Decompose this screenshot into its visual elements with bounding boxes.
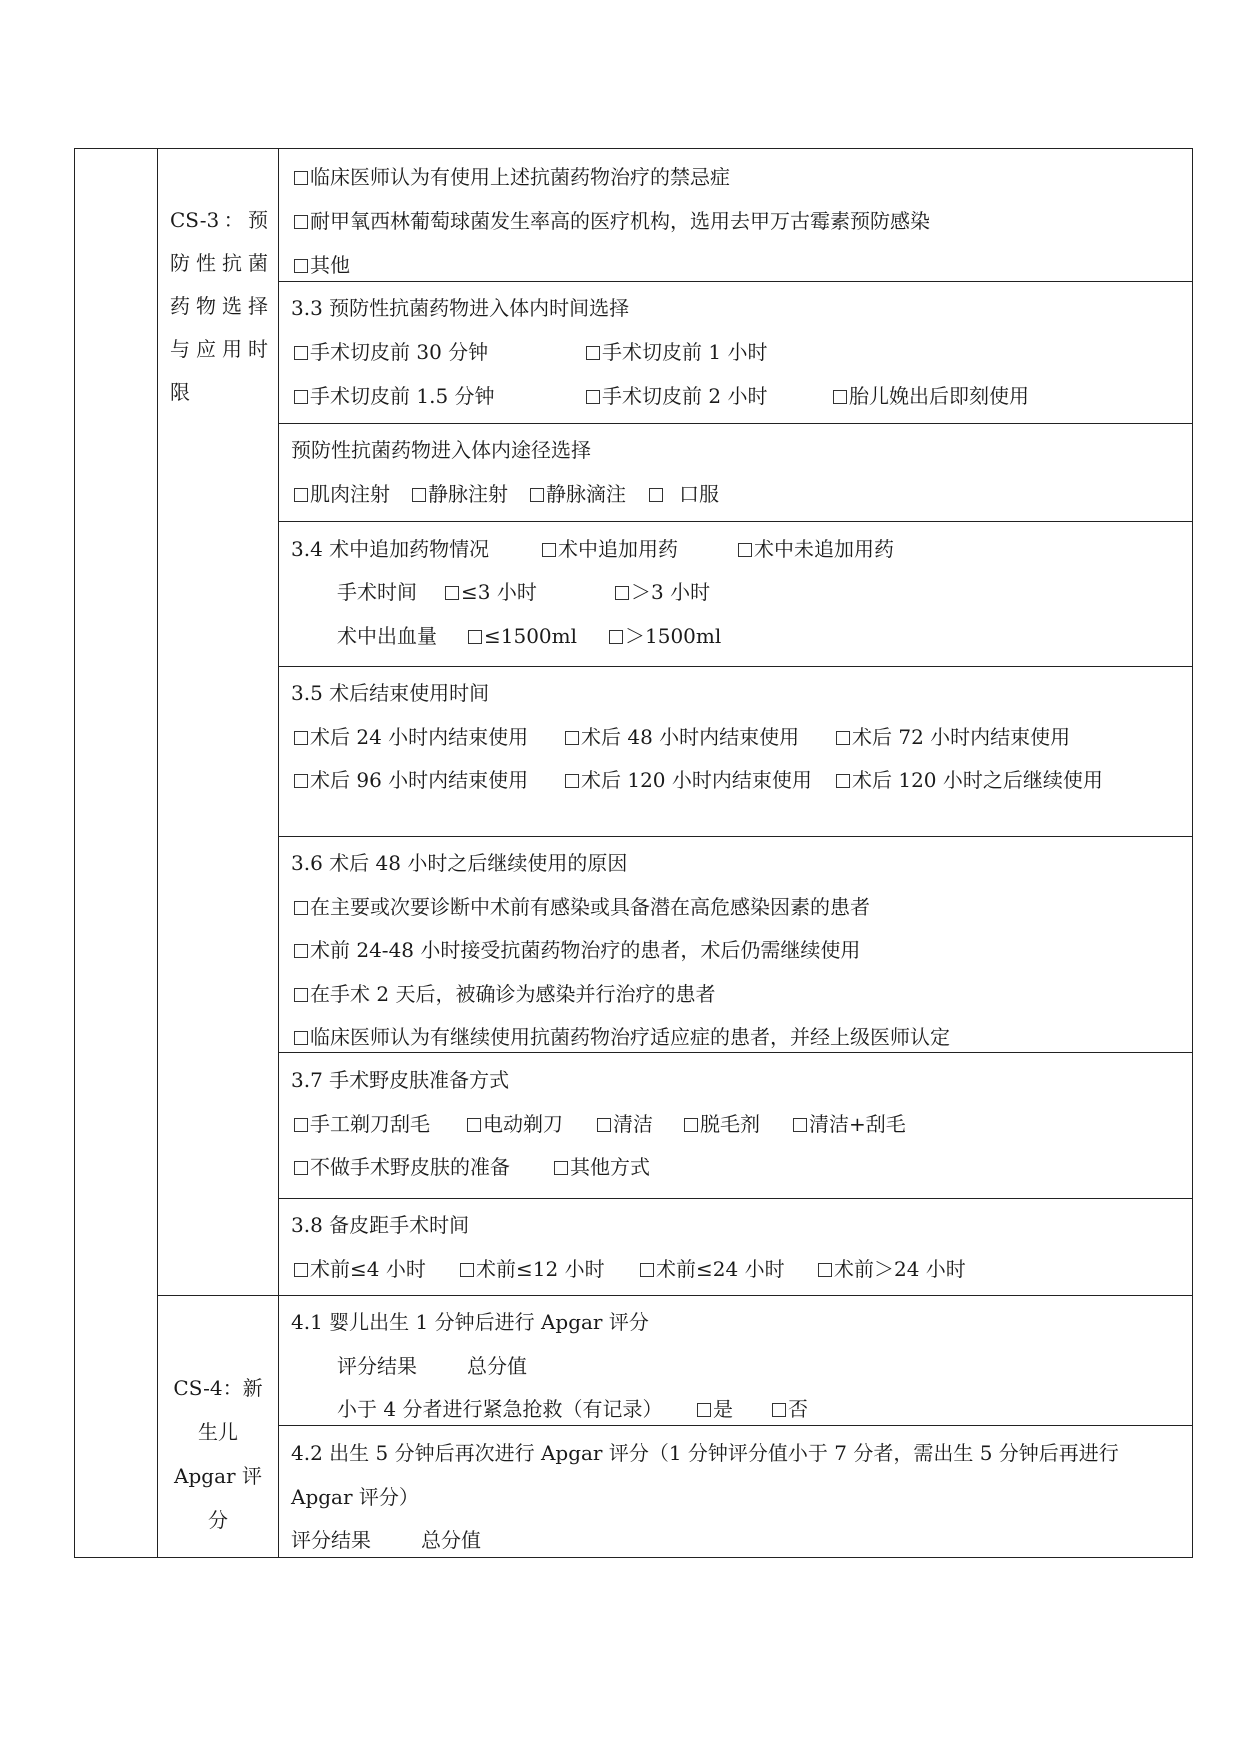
checkbox[interactable] bbox=[530, 488, 544, 502]
checkbox[interactable] bbox=[738, 543, 752, 557]
checkbox-option[interactable]: 手术切皮前 1.5 分钟 bbox=[294, 384, 495, 408]
checkbox[interactable] bbox=[772, 1403, 786, 1417]
checkbox[interactable] bbox=[467, 1118, 481, 1132]
checkbox-option[interactable]: 术前≤24 小时 bbox=[640, 1257, 785, 1281]
checkbox[interactable] bbox=[460, 1263, 474, 1277]
checkbox[interactable] bbox=[836, 774, 850, 788]
checkbox-option[interactable]: 术中未追加用药 bbox=[738, 537, 894, 561]
checkbox-option[interactable]: 脱毛剂 bbox=[684, 1112, 760, 1136]
checkbox[interactable] bbox=[294, 171, 308, 185]
checkbox[interactable] bbox=[294, 488, 308, 502]
checkbox-option[interactable]: 是 bbox=[697, 1397, 733, 1421]
checkbox[interactable] bbox=[542, 543, 556, 557]
section-3-6-title: 3.6 术后 48 小时之后继续使用的原因 bbox=[291, 851, 628, 875]
section-3-5-title: 3.5 术后结束使用时间 bbox=[291, 681, 490, 705]
row-divider bbox=[278, 666, 1193, 667]
checkbox-option[interactable]: 清洁+刮毛 bbox=[793, 1112, 906, 1136]
row-divider bbox=[278, 281, 1193, 282]
category-cs4-line2: 生儿 bbox=[198, 1420, 238, 1444]
checkbox[interactable] bbox=[294, 390, 308, 404]
checkbox-option[interactable]: 胎儿娩出后即刻使用 bbox=[833, 384, 1029, 408]
checkbox[interactable] bbox=[294, 1263, 308, 1277]
checkbox-option[interactable]: 在主要或次要诊断中术前有感染或具备潜在高危感染因素的患者 bbox=[294, 895, 870, 919]
column-divider-1 bbox=[157, 148, 158, 1558]
checkbox-option[interactable]: 手工剃刀刮毛 bbox=[294, 1112, 430, 1136]
checkbox-option[interactable]: 术后 120 小时之后继续使用 bbox=[836, 768, 1103, 792]
checkbox[interactable] bbox=[554, 1161, 568, 1175]
checkbox[interactable] bbox=[565, 774, 579, 788]
checkbox[interactable] bbox=[294, 1031, 308, 1045]
checkbox[interactable] bbox=[294, 944, 308, 958]
checkbox[interactable] bbox=[836, 731, 850, 745]
checkbox-option[interactable]: 术后 48 小时内结束使用 bbox=[565, 725, 799, 749]
section-3-4-title: 3.4 术中追加药物情况 bbox=[291, 537, 490, 561]
checkbox-option[interactable]: 手术切皮前 2 小时 bbox=[586, 384, 767, 408]
row-divider bbox=[278, 1425, 1193, 1426]
checkbox-option[interactable]: 其他 bbox=[294, 253, 350, 277]
checkbox-option[interactable]: 术后 24 小时内结束使用 bbox=[294, 725, 528, 749]
checkbox-option[interactable]: 术后 120 小时内结束使用 bbox=[565, 768, 812, 792]
checkbox-option[interactable]: 术后 72 小时内结束使用 bbox=[836, 725, 1070, 749]
checkbox[interactable] bbox=[586, 346, 600, 360]
checkbox-option[interactable]: 术前≤4 小时 bbox=[294, 1257, 426, 1281]
checkbox-option[interactable]: 术前≤12 小时 bbox=[460, 1257, 605, 1281]
category-cs4-line4: 分 bbox=[208, 1508, 228, 1532]
checkbox[interactable] bbox=[597, 1118, 611, 1132]
checkbox[interactable] bbox=[640, 1263, 654, 1277]
checkbox-option[interactable]: 否 bbox=[772, 1397, 808, 1421]
checkbox-option[interactable]: ≤3 小时 bbox=[445, 580, 537, 604]
checkbox-option[interactable]: 手术切皮前 1 小时 bbox=[586, 340, 767, 364]
checkbox-option[interactable]: 临床医师认为有使用上述抗菌药物治疗的禁忌症 bbox=[294, 165, 730, 189]
checkbox-option[interactable]: 不做手术野皮肤的准备 bbox=[294, 1155, 510, 1179]
checkbox-option[interactable]: 其他方式 bbox=[554, 1155, 650, 1179]
column-divider-2 bbox=[278, 148, 279, 1558]
checkbox[interactable] bbox=[294, 259, 308, 273]
checkbox[interactable] bbox=[586, 390, 600, 404]
blood-loss-label: 术中出血量 bbox=[337, 624, 437, 648]
checkbox[interactable] bbox=[833, 390, 847, 404]
score-total-label: 总分值 bbox=[421, 1528, 481, 1552]
section-3-7-title: 3.7 手术野皮肤准备方式 bbox=[291, 1068, 510, 1092]
row-divider bbox=[278, 1198, 1193, 1199]
category-cs4-label bbox=[158, 1366, 278, 1542]
checkbox-option[interactable]: 术前＞24 小时 bbox=[818, 1257, 966, 1281]
checkbox[interactable] bbox=[818, 1263, 832, 1277]
checkbox[interactable] bbox=[793, 1118, 807, 1132]
checkbox-option[interactable]: 手术切皮前 30 分钟 bbox=[294, 340, 488, 364]
checkbox[interactable] bbox=[697, 1403, 711, 1417]
checkbox-option[interactable]: ＞1500ml bbox=[609, 624, 721, 648]
section-4-2-title-line1: 4.2 出生 5 分钟后再次进行 Apgar 评分（1 分钟评分值小于 7 分者，需出生 5 分钟后再进行 bbox=[291, 1441, 1119, 1465]
section-4-2-title-line2: Apgar 评分） bbox=[291, 1485, 419, 1509]
checkbox-option[interactable]: 在手术 2 天后，被确诊为感染并行治疗的患者 bbox=[294, 982, 715, 1006]
score-total-label: 总分值 bbox=[467, 1354, 527, 1378]
checkbox-option[interactable]: 耐甲氧西林葡萄球菌发生率高的医疗机构，选用去甲万古霉素预防感染 bbox=[294, 209, 930, 233]
checkbox-option[interactable]: 临床医师认为有继续使用抗菌药物治疗适应症的患者，并经上级医师认定 bbox=[294, 1025, 950, 1049]
checkbox-option[interactable]: 术中追加用药 bbox=[542, 537, 678, 561]
category-cs4-line1: CS-4：新 bbox=[173, 1376, 263, 1400]
checkbox[interactable] bbox=[294, 774, 308, 788]
checkbox[interactable] bbox=[412, 488, 426, 502]
route-title: 预防性抗菌药物进入体内途径选择 bbox=[291, 438, 591, 462]
checkbox[interactable] bbox=[609, 630, 623, 644]
checkbox-option[interactable]: 术后 96 小时内结束使用 bbox=[294, 768, 528, 792]
checkbox[interactable] bbox=[684, 1118, 698, 1132]
checkbox-option[interactable]: ＞3 小时 bbox=[615, 580, 710, 604]
section-4-1-title: 4.1 婴儿出生 1 分钟后进行 Apgar 评分 bbox=[291, 1310, 649, 1334]
category-cs4-line3: Apgar 评 bbox=[174, 1464, 262, 1488]
checkbox[interactable] bbox=[615, 586, 629, 600]
checkbox-option[interactable]: 肌肉注射 bbox=[294, 482, 390, 506]
checkbox[interactable] bbox=[445, 586, 459, 600]
row-divider bbox=[278, 423, 1193, 424]
checkbox[interactable] bbox=[468, 630, 482, 644]
checkbox-option[interactable]: ≤1500ml bbox=[468, 624, 577, 648]
row-divider bbox=[278, 1052, 1193, 1053]
row-divider bbox=[278, 521, 1193, 522]
checkbox-option[interactable]: 静脉注射 bbox=[412, 482, 508, 506]
row-divider bbox=[157, 1295, 1193, 1296]
checkbox[interactable] bbox=[294, 1161, 308, 1175]
category-cs3-label: CS-3：预防性抗菌药物选择与应用时限 bbox=[170, 208, 268, 404]
score-result-label: 评分结果 bbox=[337, 1354, 417, 1378]
checkbox-option[interactable]: 清洁 bbox=[597, 1112, 653, 1136]
checkbox-option[interactable]: 口服 bbox=[649, 482, 719, 506]
checkbox-option[interactable]: 术前 24-48 小时接受抗菌药物治疗的患者，术后仍需继续使用 bbox=[294, 938, 860, 962]
checkbox-option[interactable]: 静脉滴注 bbox=[530, 482, 626, 506]
row-divider bbox=[278, 836, 1193, 837]
checkbox[interactable] bbox=[649, 488, 663, 502]
checkbox[interactable] bbox=[294, 988, 308, 1002]
score-result-label: 评分结果 bbox=[291, 1528, 371, 1552]
checkbox-option[interactable]: 电动剃刀 bbox=[467, 1112, 563, 1136]
checkbox[interactable] bbox=[565, 731, 579, 745]
checkbox[interactable] bbox=[294, 215, 308, 229]
section-3-3-title: 3.3 预防性抗菌药物进入体内时间选择 bbox=[291, 296, 630, 320]
rescue-question: 小于 4 分者进行紧急抢救（有记录） bbox=[337, 1397, 663, 1421]
section-3-8-title: 3.8 备皮距手术时间 bbox=[291, 1213, 470, 1237]
surgery-time-label: 手术时间 bbox=[337, 580, 417, 604]
checkbox[interactable] bbox=[294, 346, 308, 360]
checkbox[interactable] bbox=[294, 901, 308, 915]
checkbox[interactable] bbox=[294, 1118, 308, 1132]
checkbox[interactable] bbox=[294, 731, 308, 745]
